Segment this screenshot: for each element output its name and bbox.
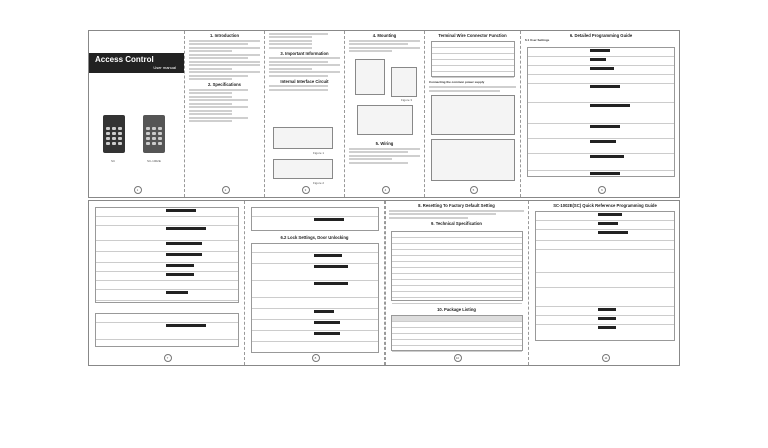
terminal-table: [431, 41, 515, 77]
panel-quick-reference: [529, 201, 681, 365]
heading-terminal-wire: Terminal Wire Connector Function: [438, 33, 507, 38]
cover-label-1: SC: [111, 159, 116, 163]
keypad-device-image-1: [103, 115, 125, 153]
panel-important-info: [265, 31, 345, 197]
panel-introduction: [185, 31, 265, 197]
manual-sheet-2: [88, 200, 680, 366]
mounting-diagram-side: [391, 67, 417, 97]
page-number: 5: [470, 186, 478, 194]
quick-reference-table: [535, 211, 675, 341]
heading-lock-settings: 6.2 Lock Settings, Door Unlocking: [280, 235, 349, 240]
programming-table-2: [95, 207, 239, 303]
figure-1-caption: Figure 1: [313, 151, 325, 155]
panel-mounting: [345, 31, 425, 197]
technical-spec-table: [391, 231, 523, 301]
page-number: 4: [382, 186, 390, 194]
panel-lock-settings: [245, 201, 385, 365]
page-number: 3: [302, 186, 310, 194]
page-number: 6: [598, 186, 606, 194]
page-number: 1: [134, 186, 142, 194]
figure-3-caption: Figure 3: [401, 98, 413, 102]
heading-specifications: 2. Specifications: [207, 82, 242, 87]
page-number: 10: [454, 354, 462, 362]
manual-sheet-1: [88, 30, 680, 198]
wiring-diagram-2: [431, 139, 515, 181]
heading-factory-reset: 8. Resetting To Factory Default Setting: [418, 203, 495, 208]
heading-introduction: 1. Introduction: [209, 33, 240, 38]
lock-table-top: [251, 207, 379, 231]
heading-mounting: 4. Mounting: [372, 33, 397, 38]
panel-programming-continued: [89, 201, 245, 365]
keypad-device-image-2: [143, 115, 165, 153]
heading-quick-reference: SC-1002E(SC) Quick Reference Programming Guide: [553, 203, 657, 208]
panel-programming-guide: [521, 31, 681, 197]
mounting-photo: [357, 105, 413, 135]
page-number: 8: [312, 354, 320, 362]
mounting-diagram: [355, 59, 385, 95]
page-number: 7: [164, 354, 172, 362]
figure-2-caption: Figure 2: [313, 181, 325, 185]
subheading-common-power: Connecting the common power supply: [429, 80, 485, 84]
cover-subtitle: User manual: [153, 65, 176, 70]
programming-table: [527, 47, 675, 177]
subheading-user-settings: 6.1 User Settings: [525, 38, 550, 42]
cover-panel: [89, 31, 185, 197]
heading-programming-guide: 6. Detailed Programming Guide: [569, 33, 633, 38]
programming-table-3: [95, 313, 239, 347]
heading-package-listing: 10. Package Listing: [437, 307, 476, 312]
circuit-diagram-2: [273, 159, 333, 179]
cover-title: Access Control: [95, 55, 154, 64]
heading-important-info: 3. Important Information: [280, 50, 329, 56]
panel-factory-reset: [385, 201, 529, 365]
panel-terminal-wiring: [425, 31, 521, 197]
heading-technical-spec: 9. Technical Specification: [431, 220, 482, 226]
circuit-diagram-1: [273, 127, 333, 149]
page-number: 11: [602, 354, 610, 362]
package-listing-table: [391, 315, 523, 351]
lock-settings-table: [251, 243, 379, 353]
page-number: 2: [222, 186, 230, 194]
heading-interface-circuit: Internal Interface Circuit: [280, 78, 329, 84]
wiring-diagram-1: [431, 95, 515, 135]
heading-wiring: 5. Wiring: [375, 141, 394, 146]
cover-title-band: [89, 53, 184, 73]
cover-label-2: SC-1002E: [147, 159, 161, 163]
